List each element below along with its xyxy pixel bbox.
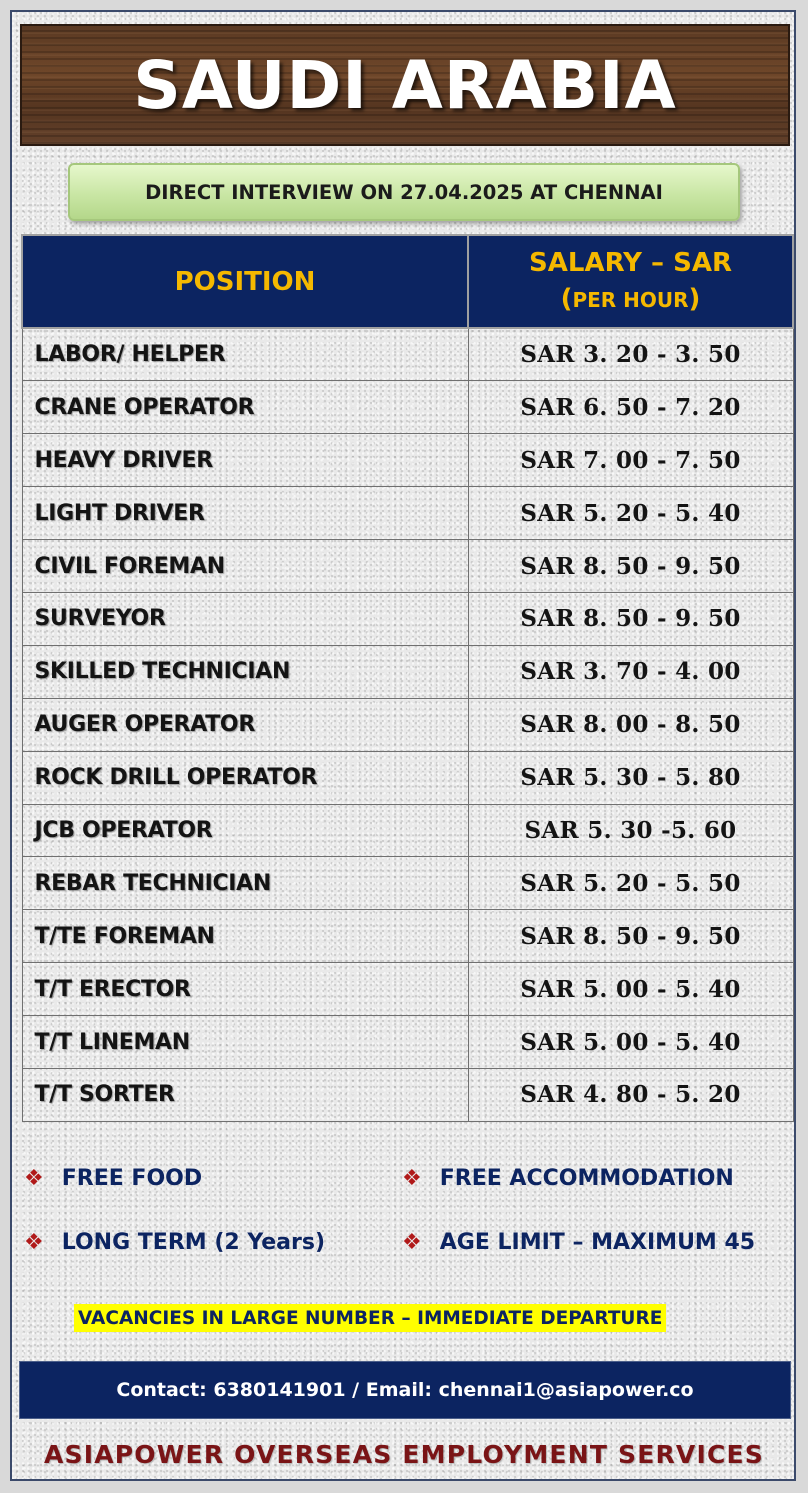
- salary-cell: SAR 5. 20 - 5. 50: [468, 857, 793, 910]
- vacancy-note: VACANCIES IN LARGE NUMBER – IMMEDIATE DEPARTURE: [74, 1304, 666, 1332]
- salary-cell: SAR 8. 50 - 9. 50: [468, 910, 793, 963]
- table-row: [22, 1068, 793, 1121]
- diamond-bullet-icon: ❖: [402, 1165, 422, 1191]
- diamond-bullet-icon: ❖: [402, 1229, 422, 1255]
- interview-text: DIRECT INTERVIEW ON 27.04.2025 AT CHENNAI: [145, 180, 663, 204]
- salary-cell: SAR 5. 00 - 5. 40: [468, 963, 793, 1016]
- table-row: [22, 381, 793, 434]
- header-salary-close-paren: ): [688, 284, 701, 314]
- salary-cell: SAR 8. 00 - 8. 50: [468, 698, 793, 751]
- position-cell: T/T SORTER: [22, 1068, 468, 1121]
- table-row: [22, 540, 793, 593]
- position-cell: REBAR TECHNICIAN: [22, 857, 468, 910]
- position-cell: AUGER OPERATOR: [22, 698, 468, 751]
- header-salary-sub: PER HOUR: [572, 288, 689, 312]
- salary-cell: SAR 7. 00 - 7. 50: [468, 434, 793, 487]
- table-row: [22, 592, 793, 645]
- header-salary-open-paren: (: [560, 284, 573, 314]
- benefit-age-limit: [402, 1222, 755, 1262]
- salary-cell: SAR 5. 30 -5. 60: [468, 804, 793, 857]
- benefit-label: AGE LIMIT – MAXIMUM 45: [439, 1229, 756, 1255]
- table-row: [22, 487, 793, 540]
- salary-cell: SAR 5. 30 - 5. 80: [468, 751, 793, 804]
- salary-cell: SAR 3. 70 - 4. 00: [468, 645, 793, 698]
- header-position: POSITION: [22, 235, 468, 328]
- position-cell: SKILLED TECHNICIAN: [22, 645, 468, 698]
- position-cell: LABOR/ HELPER: [22, 328, 468, 381]
- title-banner: [20, 24, 790, 146]
- position-cell: LIGHT DRIVER: [22, 487, 468, 540]
- table-row: [22, 804, 793, 857]
- salary-cell: SAR 8. 50 - 9. 50: [468, 540, 793, 593]
- benefit-free-food: [24, 1158, 202, 1198]
- table-row: [22, 857, 793, 910]
- position-cell: CRANE OPERATOR: [22, 381, 468, 434]
- benefit-long-term: [24, 1222, 325, 1262]
- salary-cell: SAR 5. 20 - 5. 40: [468, 487, 793, 540]
- position-cell: T/TE FOREMAN: [22, 910, 468, 963]
- table-row: [22, 1016, 793, 1069]
- salary-cell: SAR 4. 80 - 5. 20: [468, 1068, 793, 1121]
- table-header-row: [22, 235, 793, 328]
- header-salary-sub-wrap: [469, 281, 792, 318]
- header-salary-title: SALARY – SAR: [529, 248, 732, 278]
- table-row: [22, 751, 793, 804]
- table-row: [22, 910, 793, 963]
- benefit-label: LONG TERM (2 Years): [61, 1229, 326, 1255]
- page-title: SAUDI ARABIA: [133, 46, 677, 124]
- contact-bar: [19, 1361, 791, 1419]
- table-row: [22, 698, 793, 751]
- table-row: [22, 434, 793, 487]
- position-cell: T/T ERECTOR: [22, 963, 468, 1016]
- contact-text: Contact: 6380141901 / Email: chennai1@asiapower.co: [116, 1379, 694, 1401]
- interview-banner: [68, 163, 740, 221]
- position-cell: T/T LINEMAN: [22, 1016, 468, 1069]
- salary-cell: SAR 3. 20 - 3. 50: [468, 328, 793, 381]
- position-cell: HEAVY DRIVER: [22, 434, 468, 487]
- diamond-bullet-icon: ❖: [24, 1229, 44, 1255]
- benefit-free-accommodation: [402, 1158, 734, 1198]
- table-row: [22, 963, 793, 1016]
- position-cell: JCB OPERATOR: [22, 804, 468, 857]
- diamond-bullet-icon: ❖: [24, 1165, 44, 1191]
- position-cell: ROCK DRILL OPERATOR: [22, 751, 468, 804]
- table-row: [22, 328, 793, 381]
- table-row: [22, 645, 793, 698]
- position-cell: SURVEYOR: [22, 592, 468, 645]
- position-cell: CIVIL FOREMAN: [22, 540, 468, 593]
- company-name: ASIAPOWER OVERSEAS EMPLOYMENT SERVICES: [43, 1439, 764, 1469]
- header-salary: [468, 235, 793, 328]
- salary-cell: SAR 5. 00 - 5. 40: [468, 1016, 793, 1069]
- benefit-label: FREE FOOD: [61, 1165, 203, 1191]
- salary-cell: SAR 6. 50 - 7. 20: [468, 381, 793, 434]
- benefit-label: FREE ACCOMMODATION: [439, 1165, 734, 1191]
- salary-cell: SAR 8. 50 - 9. 50: [468, 592, 793, 645]
- salary-table: [21, 234, 794, 1122]
